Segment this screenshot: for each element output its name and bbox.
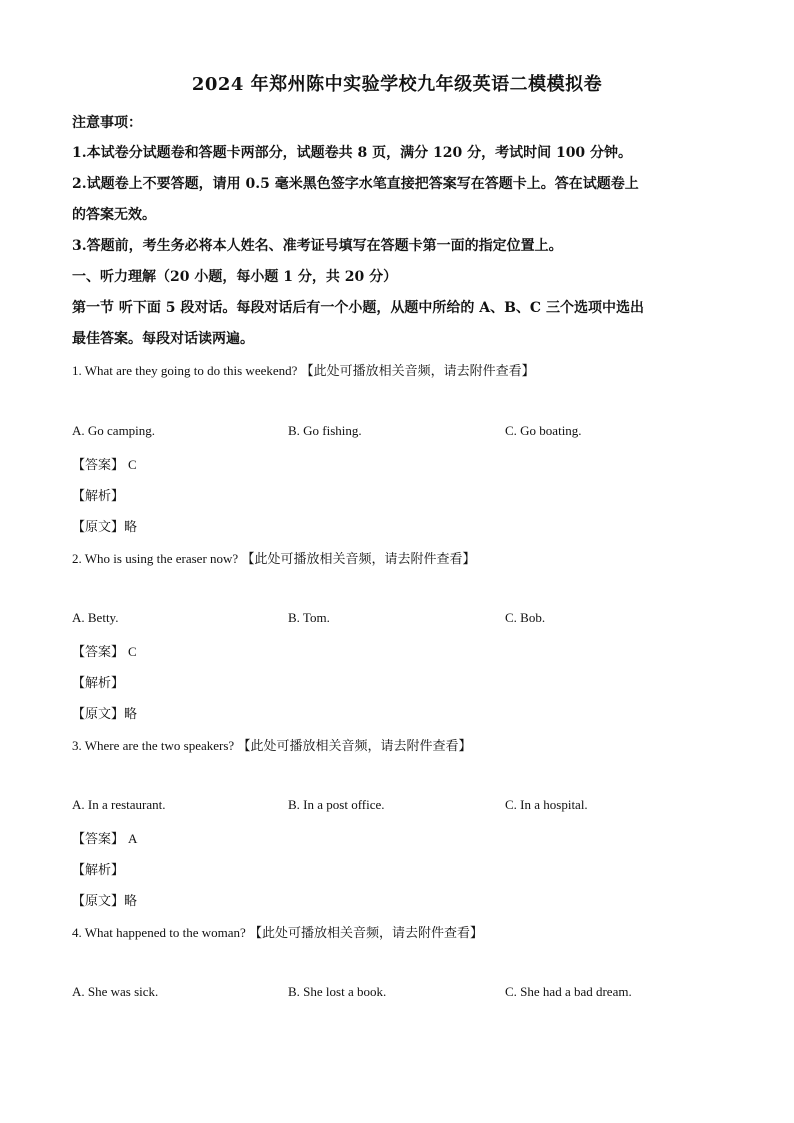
part1-instructions-cont: 最佳答案。每段对话读两遍。 (72, 331, 254, 347)
audio-note[interactable]: 【此处可播放相关音频，请去附件查看】 (249, 926, 484, 941)
question-2 (72, 548, 732, 567)
audio-note[interactable]: 【此处可播放相关音频，请去附件查看】 (241, 552, 476, 567)
question-stem: 1. What are they going to do this weekend? (72, 363, 298, 378)
original-line: 【原文】略 (72, 520, 138, 535)
answer-line: 【答案】 C (72, 644, 137, 660)
answer-line: 【答案】 A (72, 831, 138, 847)
question-3 (72, 735, 732, 754)
part1-instructions: 第一节 听下面 5 段对话。每段对话后有一个小题，从题中所给的 A、B、C 三个选项中选出 (72, 300, 644, 316)
question-stem: 2. Who is using the eraser now? (72, 551, 239, 566)
option-a: A. Betty. (72, 610, 119, 625)
option-a: A. Go camping. (72, 423, 156, 438)
notice-heading: 注意事项： (72, 115, 142, 131)
original-line: 【原文】略 (72, 894, 138, 909)
option-c: C. Go boating. (505, 423, 582, 438)
option-b: B. Go fishing. (288, 423, 362, 438)
notice-item-2-cont: 的答案无效。 (72, 207, 156, 223)
audio-note[interactable]: 【此处可播放相关音频，请去附件查看】 (237, 739, 472, 754)
option-a: A. In a restaurant. (72, 797, 166, 812)
notice-item-1: 1.本试卷分试题卷和答题卡两部分，试题卷共 8 页，满分 120 分，考试时间 100 分钟。 (72, 145, 633, 161)
option-c: C. She had a bad dream. (505, 984, 632, 999)
analysis-line: 【解析】 (72, 489, 125, 504)
option-a: A. She was sick. (72, 984, 159, 999)
option-b: B. Tom. (288, 610, 330, 625)
notice-item-2: 2.试题卷上不要答题，请用 0.5 毫米黑色签字水笔直接把答案写在答题卡上。答在试题卷上 (72, 176, 639, 192)
audio-note[interactable]: 【此处可播放相关音频，请去附件查看】 (300, 364, 535, 379)
analysis-line: 【解析】 (72, 676, 125, 691)
question-stem: 4. What happened to the woman? (72, 925, 246, 940)
section-heading: 一、听力理解（20 小题，每小题 1 分，共 20 分） (72, 269, 398, 285)
option-b: B. In a post office. (288, 797, 385, 812)
original-line: 【原文】略 (72, 707, 138, 722)
question-1 (72, 360, 732, 379)
answer-line: 【答案】 C (72, 457, 137, 473)
option-c: C. Bob. (505, 610, 546, 625)
option-c: C. In a hospital. (505, 797, 588, 812)
analysis-line: 【解析】 (72, 863, 125, 878)
page-title: 2024 年郑州陈中实验学校九年级英语二模模拟卷 (191, 74, 603, 95)
notice-item-3: 3.答题前，考生务必将本人姓名、准考证号填写在答题卡第一面的指定位置上。 (72, 238, 563, 254)
question-stem: 3. Where are the two speakers? (72, 738, 235, 753)
question-4 (72, 922, 732, 941)
option-b: B. She lost a book. (288, 984, 387, 999)
